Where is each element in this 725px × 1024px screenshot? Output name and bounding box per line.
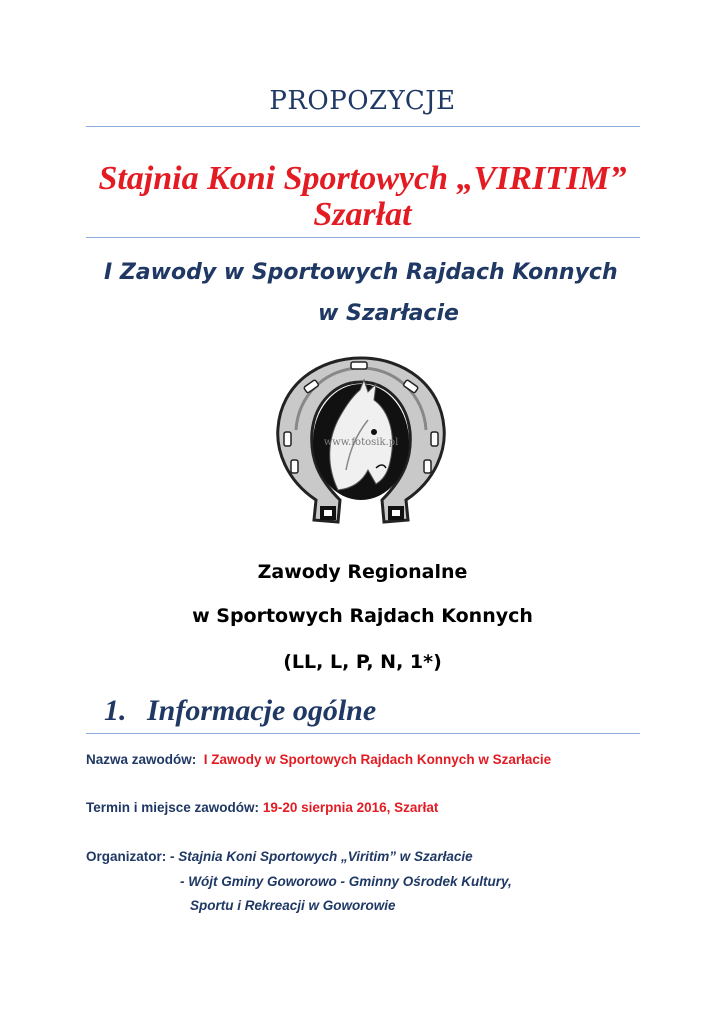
event-name-row xyxy=(86,752,551,767)
event-name-label: Nazwa zawodów: xyxy=(86,752,197,767)
organizer-rule xyxy=(86,237,640,238)
organizer-value-3: Sportu i Rekreacji w Goworowie xyxy=(190,898,396,913)
event-name-value: I Zawody w Sportowych Rajdach Konnych w Szarłacie xyxy=(203,752,552,767)
organizer-value-2: - Wójt Gminy Goworowo - Gminny Ośrodek Kultury, xyxy=(180,874,512,889)
horseshoe-horse-head-icon xyxy=(276,350,446,530)
regional-classes: (LL, L, P, N, 1*) xyxy=(283,651,442,673)
document-title: PROPOZYCJE xyxy=(269,86,456,116)
section-title: Informacje ogólne xyxy=(147,694,377,727)
title-rule xyxy=(86,126,640,127)
section-heading xyxy=(104,694,376,728)
organizer-row xyxy=(86,849,473,864)
organizer-label: Organizator: - xyxy=(86,849,175,864)
organizer-value-1: Stajnia Koni Sportowych „Viritim” w Szarłacie xyxy=(178,849,473,864)
regional-line2: w Sportowych Rajdach Konnych xyxy=(192,605,533,627)
date-place-row xyxy=(86,800,438,815)
logo-watermark: www.fotosik.pl xyxy=(323,437,399,448)
date-place-label: Termin i miejsce zawodów: xyxy=(86,800,260,815)
organizer-heading-line1: Stajnia Koni Sportowych „VIRITIM” xyxy=(98,160,627,197)
event-title-line1: I Zawody w Sportowych Rajdach Konnych xyxy=(104,260,618,285)
organizer-heading-line2: Szarłat xyxy=(313,196,412,233)
event-title-line2: w Szarłacie xyxy=(318,301,459,326)
regional-line1: Zawody Regionalne xyxy=(257,561,468,583)
section-rule xyxy=(86,733,640,734)
date-place-value: 19-20 sierpnia 2016, Szarłat xyxy=(262,800,439,815)
section-number: 1. xyxy=(104,694,127,727)
